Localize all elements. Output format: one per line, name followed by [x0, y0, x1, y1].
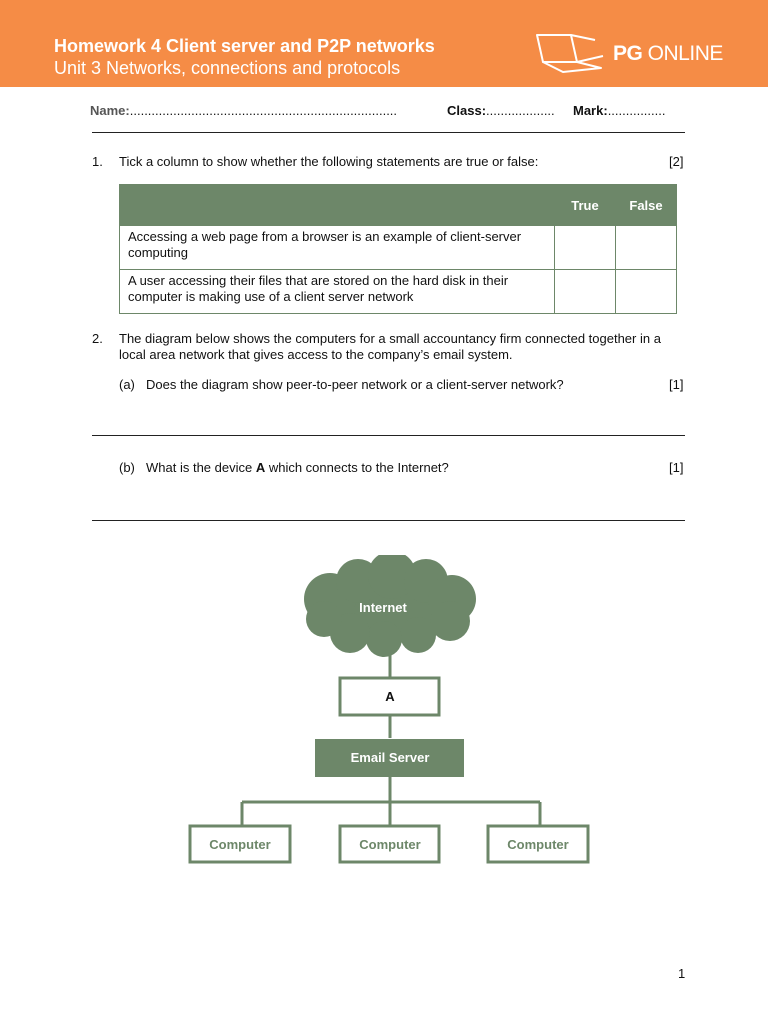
computer-box	[190, 826, 290, 862]
question-1-marks: [2]	[669, 154, 684, 169]
question-2b-text: What is the device A which connects to the Internet?	[146, 460, 449, 475]
true-tick-box[interactable]	[555, 270, 616, 314]
divider	[92, 132, 685, 133]
false-column-header: False	[616, 185, 677, 226]
pg-online-logo	[533, 32, 733, 76]
question-2b-marks: [1]	[669, 460, 684, 475]
question-1-number: 1.	[92, 154, 103, 169]
true-column-header: True	[555, 185, 616, 226]
worksheet-subtitle: Unit 3 Networks, connections and protocols	[54, 58, 401, 78]
true-false-table	[119, 184, 677, 314]
question-2a-marks: [1]	[669, 377, 684, 392]
table-row	[120, 226, 677, 270]
question-2-text: The diagram below shows the computers for a small accountancy firm connected together in a local area network that gives access to the company’s email system.	[119, 331, 661, 362]
internet-cloud	[304, 555, 476, 657]
page-number: 1	[678, 966, 686, 981]
false-tick-box[interactable]	[616, 270, 677, 314]
question-2-number: 2.	[92, 331, 103, 346]
laptop-icon	[533, 32, 607, 76]
computer-label: Computer	[359, 837, 421, 852]
question-2a-text: Does the diagram show peer-to-peer network or a client-server network?	[146, 377, 564, 392]
question-2a-label: (a)	[119, 377, 135, 392]
statement-cell: A user accessing their files that are stored on the hard disk in their computer is making use of a client server network	[120, 270, 555, 314]
false-tick-box[interactable]	[616, 226, 677, 270]
connection-lines	[242, 649, 540, 825]
table-header-row	[120, 185, 677, 226]
computer-box	[488, 826, 588, 862]
email-server-box	[315, 739, 464, 777]
answer-line-2a[interactable]	[92, 435, 685, 436]
device-a-label: A	[385, 689, 395, 704]
logo-text: PG ONLINE	[613, 42, 723, 65]
class-field[interactable]: Class:...................	[447, 103, 555, 118]
statement-header	[120, 185, 555, 226]
answer-line-2b[interactable]	[92, 520, 685, 521]
computer-label: Computer	[507, 837, 569, 852]
true-tick-box[interactable]	[555, 226, 616, 270]
email-server-label: Email Server	[350, 750, 430, 765]
table-row	[120, 270, 677, 314]
worksheet-title: Homework 4 Client server and P2P networks	[54, 36, 435, 56]
question-2b-label: (b)	[119, 460, 135, 475]
computer-label: Computer	[209, 837, 271, 852]
mark-field[interactable]: Mark:................	[573, 103, 666, 118]
name-field[interactable]: Name:..........................................................................	[90, 103, 398, 118]
network-diagram	[180, 555, 600, 875]
device-a-box	[340, 678, 439, 715]
internet-label: Internet	[359, 600, 407, 615]
header-banner	[0, 0, 768, 87]
computer-box	[340, 826, 439, 862]
statement-cell: Accessing a web page from a browser is an example of client-server computing	[120, 226, 555, 270]
question-1-text: Tick a column to show whether the following statements are true or false:	[119, 154, 539, 169]
